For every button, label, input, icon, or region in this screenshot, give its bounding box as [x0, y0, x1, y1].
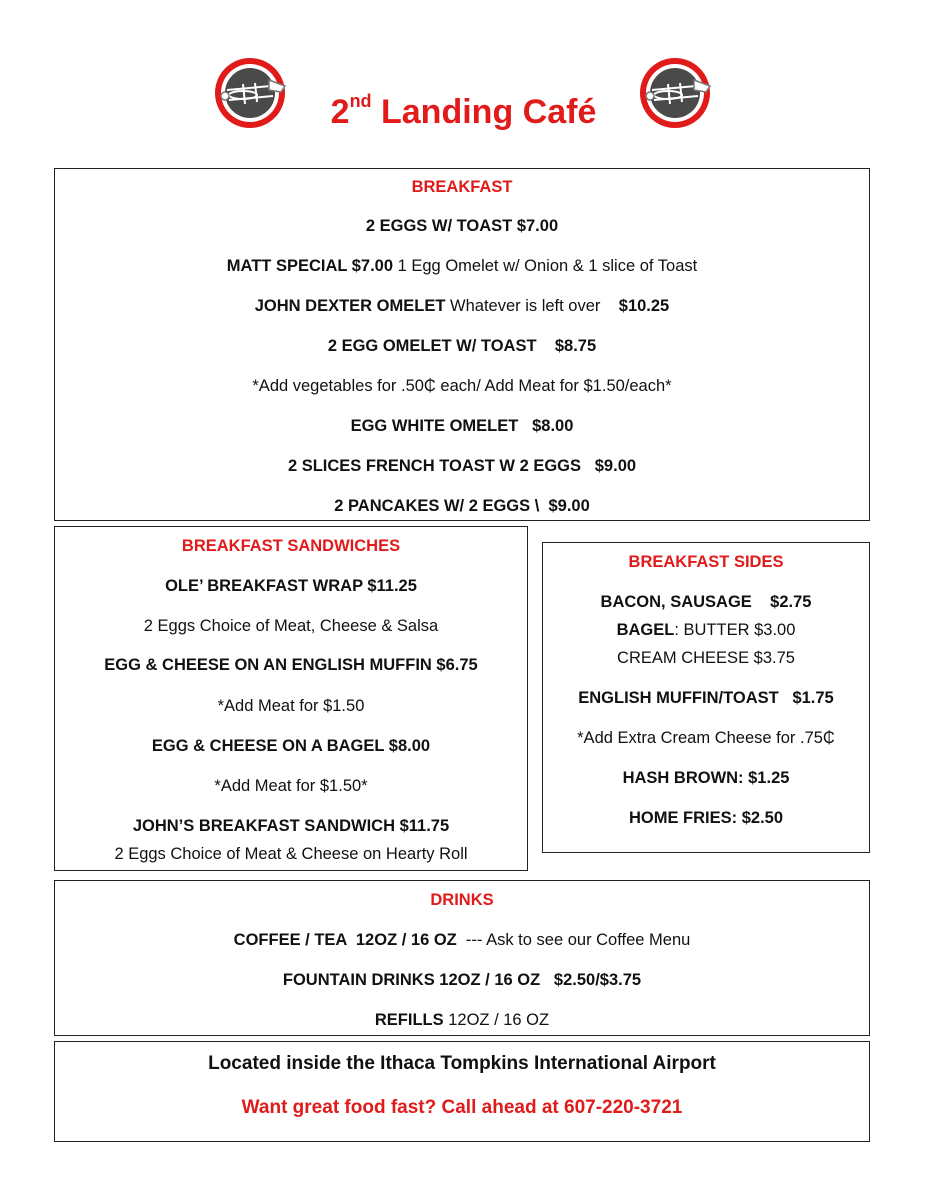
menu-item: JOHN’S BREAKFAST SANDWICH $11.75 [132, 817, 450, 835]
menu-item: 2 EGGS W/ TOAST $7.00 [365, 217, 559, 235]
menu-note: *Add vegetables for .50₵ each/ Add Meat for $1.50/each* [252, 377, 672, 395]
menu-note: *Add Meat for $1.50 [217, 697, 365, 715]
menu-note: 2 Eggs Choice of Meat & Cheese on Hearty Roll [114, 845, 468, 863]
menu-item: MATT SPECIAL $7.00 1 Egg Omelet w/ Onion & 1 slice of Toast [226, 257, 698, 275]
menu-item: OLE’ BREAKFAST WRAP $11.25 [165, 577, 417, 595]
sides-heading: BREAKFAST SIDES [628, 553, 784, 571]
sandwiches-section [54, 526, 528, 871]
page-title: 2nd Landing Café [330, 91, 597, 131]
menu-item: ENGLISH MUFFIN/TOAST $1.75 [578, 689, 834, 707]
menu-item: EGG & CHEESE ON AN ENGLISH MUFFIN $6.75 [104, 656, 478, 674]
menu-item: 2 PANCAKES W/ 2 EGGS \ $9.00 [334, 497, 590, 515]
breakfast-section [54, 168, 870, 521]
call-ahead-text: Want great food fast? Call ahead at 607-220-3721 [241, 1097, 683, 1118]
breakfast-heading: BREAKFAST [411, 178, 513, 196]
menu-item: BAGEL: BUTTER $3.00 [616, 621, 796, 639]
sandwiches-heading: BREAKFAST SANDWICHES [181, 537, 401, 555]
menu-item: CREAM CHEESE $3.75 [617, 649, 795, 667]
menu-note: 2 Eggs Choice of Meat, Cheese & Salsa [143, 617, 439, 635]
menu-item: REFILLS 12OZ / 16 OZ [374, 1011, 550, 1029]
drinks-heading: DRINKS [430, 891, 494, 909]
menu-item: BACON, SAUSAGE $2.75 [600, 593, 812, 611]
menu-item: 2 SLICES FRENCH TOAST W 2 EGGS $9.00 [287, 457, 637, 475]
menu-note: *Add Meat for $1.50* [214, 777, 368, 795]
menu-item: COFFEE / TEA 12OZ / 16 OZ --- Ask to see our Coffee Menu [233, 931, 691, 949]
drinks-section [54, 880, 870, 1036]
menu-note: *Add Extra Cream Cheese for .75₵ [577, 729, 835, 747]
menu-item: FOUNTAIN DRINKS 12OZ / 16 OZ $2.50/$3.75 [282, 971, 642, 989]
footer-section [54, 1041, 870, 1142]
location-text: Located inside the Ithaca Tompkins International Airport [208, 1053, 716, 1074]
sides-section [542, 542, 870, 853]
menu-item: HASH BROWN: $1.25 [622, 769, 790, 787]
menu-item: HOME FRIES: $2.50 [628, 809, 784, 827]
menu-item: EGG & CHEESE ON A BAGEL $8.00 [151, 737, 431, 755]
menu-item: JOHN DEXTER OMELET Whatever is left over $10.25 [254, 297, 670, 315]
menu-item: 2 EGG OMELET W/ TOAST $8.75 [327, 337, 597, 355]
menu-item: EGG WHITE OMELET $8.00 [350, 417, 574, 435]
